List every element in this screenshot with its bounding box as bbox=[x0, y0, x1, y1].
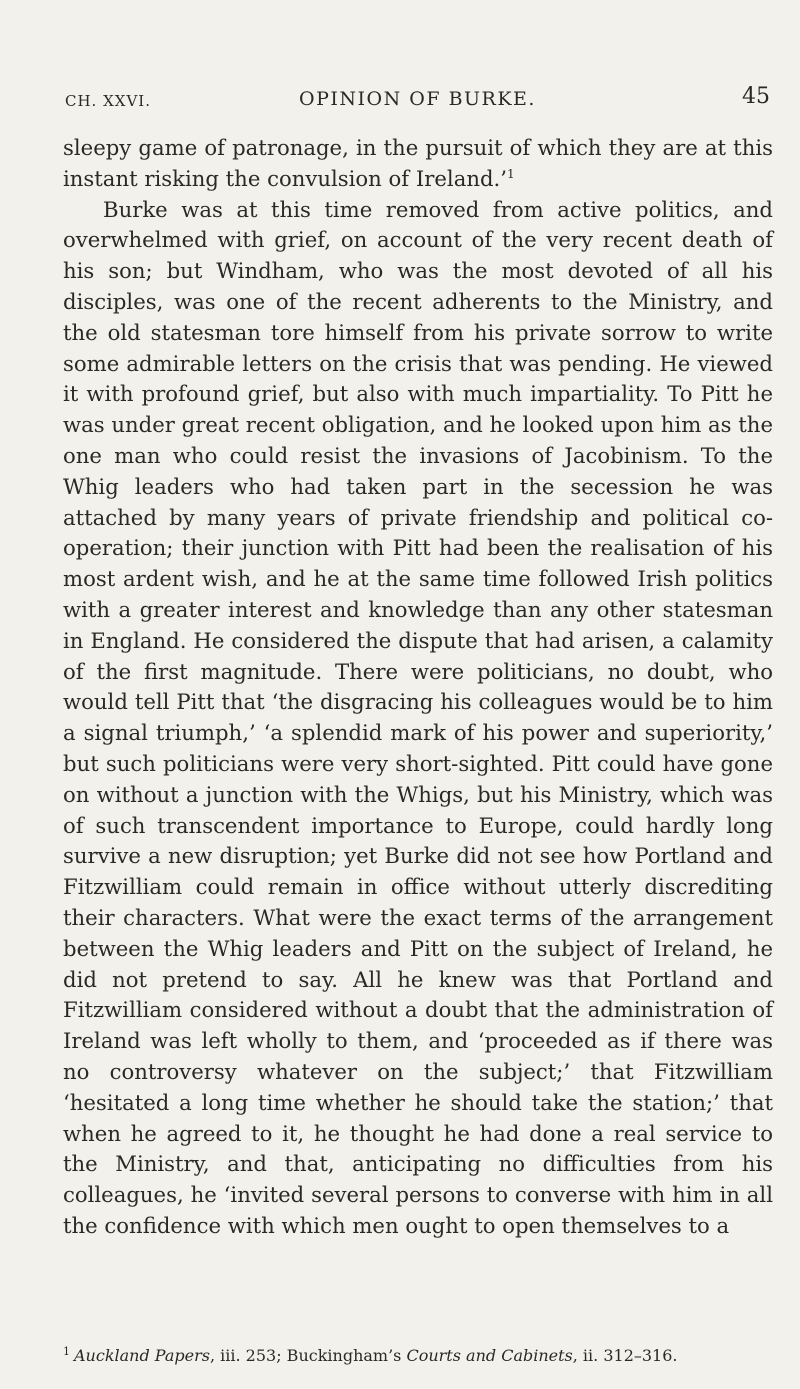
running-title: OPINION OF BURKE. bbox=[299, 88, 536, 110]
chapter-label: CH. XXVI. bbox=[65, 92, 151, 110]
page-number: 45 bbox=[742, 84, 770, 109]
footnote-source-a: Auckland Papers bbox=[74, 1346, 210, 1365]
running-header bbox=[65, 80, 770, 116]
footnote-ref-a: , iii. 253; Buckingham’s bbox=[209, 1346, 407, 1365]
footnote bbox=[63, 1345, 773, 1367]
footnote-source-b: Courts and Cabinets bbox=[406, 1346, 573, 1365]
footnote-reference: 1 bbox=[507, 166, 515, 181]
footnote-marker: 1 bbox=[63, 1344, 70, 1358]
paragraph: Burke was at this time removed from active politics, and overwhelmed with grief, on account of the very recent death of his son; but Windham, who was the most devoted of all his disciples, was one of the recent adherents to the Ministry, and the old statesman tore himself from his private sorrow to write some admirable letters on the crisis that was pending. He viewed it with profound grief, but also with much impartiality. To Pitt he was under great recent obligation, and he looked upon him as the one man who could resist the invasions of Jacobinism. To the Whig leaders who had taken part in the secession he was attached by many years of private friendship and political co-operation; their junction with Pitt had been the realisation of his most ardent wish, and he at the same time followed Irish politics with a greater interest and knowledge than any other statesman in England. He considered the dispute that had arisen, a calamity of the first magnitude. There were politicians, no doubt, who would tell Pitt that ‘the disgracing his colleagues would be to him a signal triumph,’ ‘a splendid mark of his power and superiority,’ but such politicians were very short-sighted. Pitt could have gone on without a junction with the Whigs, but his Ministry, which was of such transcendent importance to Europe, could hardly long survive a new disruption; yet Burke did not see how Portland and Fitzwilliam could remain in office without utterly discrediting their characters. What were the exact terms of the arrangement between the Whig leaders and Pitt on the subject of Ireland, he did not pretend to say. All he knew was that Portland and Fitzwilliam considered without a doubt that the administration of Ireland was left wholly to them, and ‘proceeded as if there was no controversy whatever on the subject;’ that Fitzwilliam ‘hesitated a long time whether he should take the station;’ that when he agreed to it, he thought he had done a real service to the Ministry, and that, anticipating no difficulties from his colleagues, he ‘invited several persons to converse with him in all the confidence with which men ought to open themselves to a bbox=[63, 196, 773, 1238]
paragraph-continued bbox=[63, 133, 773, 195]
main-text bbox=[63, 133, 773, 1242]
footnote-ref-b: , ii. 312–316. bbox=[572, 1346, 678, 1365]
paragraph-text: sleepy game of patronage, in the pursuit of which they are at this instant risking the convulsion of Ireland.’ bbox=[63, 135, 773, 191]
